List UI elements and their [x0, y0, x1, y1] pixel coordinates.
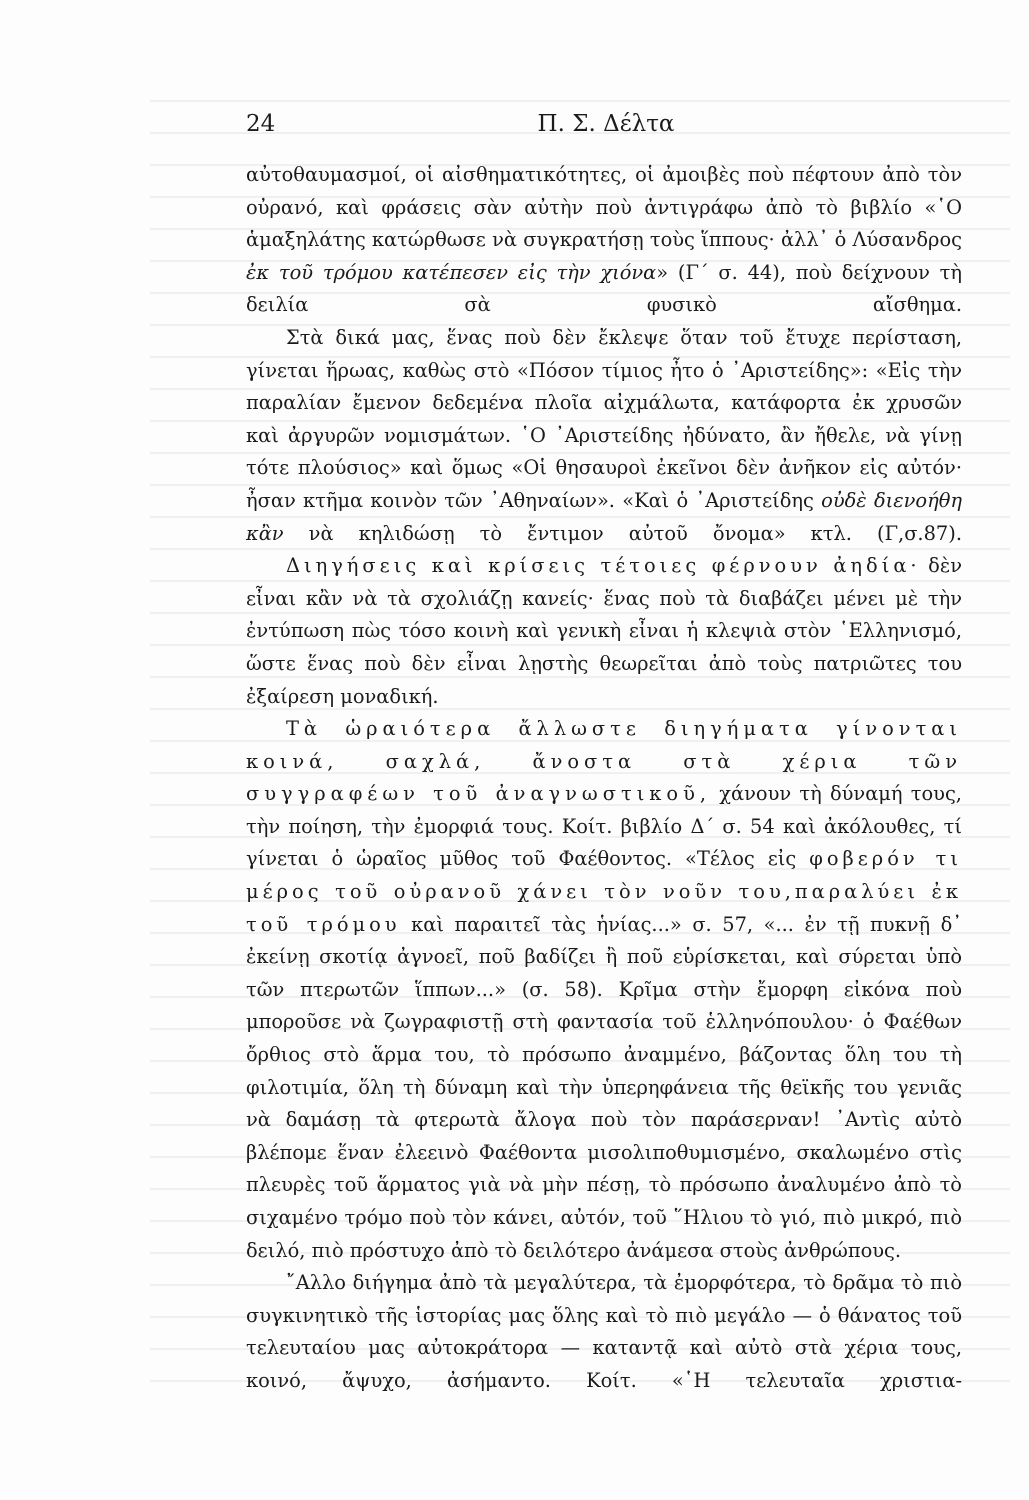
paragraph-2	[246, 322, 962, 550]
paragraph-1	[246, 159, 962, 322]
text-span: νὰ κηλιδώσῃ τὸ ἔντιμον αὐτοῦ ὄνομα» κτλ. (Γ,σ.87).	[283, 521, 962, 545]
text-span: χάνουν τὴ δύναμή τους, τὴν ποίηση, τὴν ἐμορφιά τους. Κοίτ. βιβλίο Δ΄ σ. 54 καὶ ἀκόλουθες, τί γίνεται ὁ ὡραῖος μῦθος τοῦ Φαέθοντος. «Τέλος εἰς	[246, 782, 962, 871]
text-span: Στὰ δικά μας, ἕνας ποὺ δὲν ἔκλεψε ὅταν τοῦ ἔτυχε περίσταση, γίνεται ἥρωας, καθὼς στὸ «Πόσον τίμιος ἦτο ὁ ᾽Αριστείδης»: «Εἰς τὴν παραλίαν ἔμενον δεδεμένα πλοῖα αἰχμάλωτα, κατάφορτα ἐκ χρυσῶν καὶ ἀργυρῶν νομισμάτων. ῾Ο ᾽Αριστείδης ἠδύνατο, ἂν ἤθελε, νὰ γίνῃ τότε πλούσιος» καὶ ὅμως «Οἱ θησαυροὶ ἐκεῖνοι δὲν ἀνῆκον εἰς αὐτόν· ἦσαν κτῆμα κοινὸν τῶν ᾽Αθηναίων». «Καὶ ὁ ᾽Αριστείδης	[246, 325, 962, 512]
text-span: αὐτοθαυμασμοί, οἱ αἰσθηματικότητες, οἱ ἀμοιβὲς ποὺ πέφτουν ἀπὸ τὸν οὐρανό, καὶ φράσεις σὰν αὐτὴν ποὺ ἀντιγράφω ἀπὸ τὸ βιβλίο «῾Ο ἁμαξηλάτης κατώρθωσε νὰ συγκρατήσῃ τοὺς ἵππους· ἀλλ᾽ ὁ Λύσανδρος	[246, 163, 962, 252]
page-header	[246, 108, 966, 148]
page-number: 24	[246, 111, 276, 137]
spaced-emphasis: Διηγήσεις καὶ κρίσεις τέτοιες φέρνουν ἀηδία·	[286, 554, 921, 578]
paragraph-4	[246, 713, 962, 1267]
text-span: καὶ παραιτεῖ τὰς ἡνίας...» σ. 57, «... ἐν τῇ πυκνῇ δ᾽ ἐκείνῃ σκοτίᾳ ἀγνοεῖ, ποῦ βαδίζει ἢ ποῦ εὑρίσκεται, καὶ σύρεται ὑπὸ τῶν πτερωτῶν ἵππων...» (σ. 58). Κρῖμα στὴν ἔμορφη εἰκόνα ποὺ μποροῦσε νὰ ζωγραφιστῇ στὴ φαντασία τοῦ ἑλληνόπουλου· ὁ Φαέθων ὄρθιος στὸ ἅρμα του, τὸ πρόσωπο ἀναμμένο, βάζοντας ὅλη του τὴ φιλοτιμία, ὅλη τὴ δύναμη καὶ τὴν ὑπερηφάνεια τῆς θεϊκῆς του γενιᾶς νὰ δαμάσῃ τὰ φτερωτὰ ἄλογα ποὺ τὸν παράσερναν! ᾽Αντὶς αὐτὸ βλέπομε ἕναν ἐλεεινὸ Φαέθοντα μισολιποθυμισμένο, σκαλωμένο στὶς πλευρὲς τοῦ ἅρματος γιὰ νὰ μὴν πέσῃ, τὸ πρόσωπο ἀναλυμένο ἀπὸ τὸ σιχαμένο τρόμο ποὺ τὸν κάνει, αὐτόν, τοῦ ῞Ηλιου τὸ γιό, πιὸ μικρό, πιὸ δειλό, πιὸ πρόστυχο ἀπὸ τὸ δειλότερο ἀνάμεσα στοὺς ἀνθρώπους.	[246, 912, 962, 1262]
text-span: » (Γ΄ σ. 44), ποὺ δείχνουν τὴ δειλία σὰ φυσικὸ αἴσθημα.	[246, 260, 962, 317]
spaced-emphasis: φοβερόν τι μέρος τοῦ οὐρανοῦ χάνει τὸν νοῦν του,παραλύει ἐκ τοῦ τρόμου	[246, 847, 962, 936]
paragraph-3	[246, 550, 962, 713]
text-span: δὲν εἶναι κἂν νὰ τὰ σχολιάζῃ κανείς· ἕνας ποὺ τὰ διαβάζει μένει μὲ τὴν ἐντύπωση πὼς τόσο κοινὴ καὶ γενικὴ εἶναι ἡ κλεψιὰ στὸν ῾Ελληνισμό, ὥστε ἕνας ποὺ δὲν εἶναι λῃστὴς θεωρεῖται ἀπὸ τοὺς πατριῶτες του ἐξαίρεση μοναδική.	[246, 554, 963, 708]
spaced-emphasis: Τὰ ὡραιότερα ἄλλωστε διηγήματα γίνονται κοινά, σαχλά, ἄνοστα στὰ χέρια τῶν συγγραφέων τοῦ ἀναγνωστικοῦ,	[246, 717, 962, 806]
paragraph-5	[246, 1267, 962, 1397]
running-head-author: Π. Σ. Δέλτα	[537, 111, 675, 137]
italic-quote: ἐκ τοῦ τρόμου κατέπεσεν εἰς τὴν χιόνα	[246, 260, 657, 284]
italic-quote: οὐδὲ διενοήθη κἂν	[246, 488, 962, 545]
text-span: ῎Αλλο διήγημα ἀπὸ τὰ μεγαλύτερα, τὰ ἐμορφότερα, τὸ δρᾶμα τὸ πιὸ συγκινητικὸ τῆς ἱστορίας μας ὅλης καὶ τὸ πιὸ μεγάλο — ὁ θάνατος τοῦ τελευταίου μας αὐτοκράτορα — καταντᾷ καὶ αὐτὸ στὰ χέρια τους, κοινό, ἄψυχο, ἀσήμαντο. Κοίτ. «῾Η τελευταῖα χριστια-	[246, 1271, 962, 1392]
body-text	[246, 159, 962, 1398]
